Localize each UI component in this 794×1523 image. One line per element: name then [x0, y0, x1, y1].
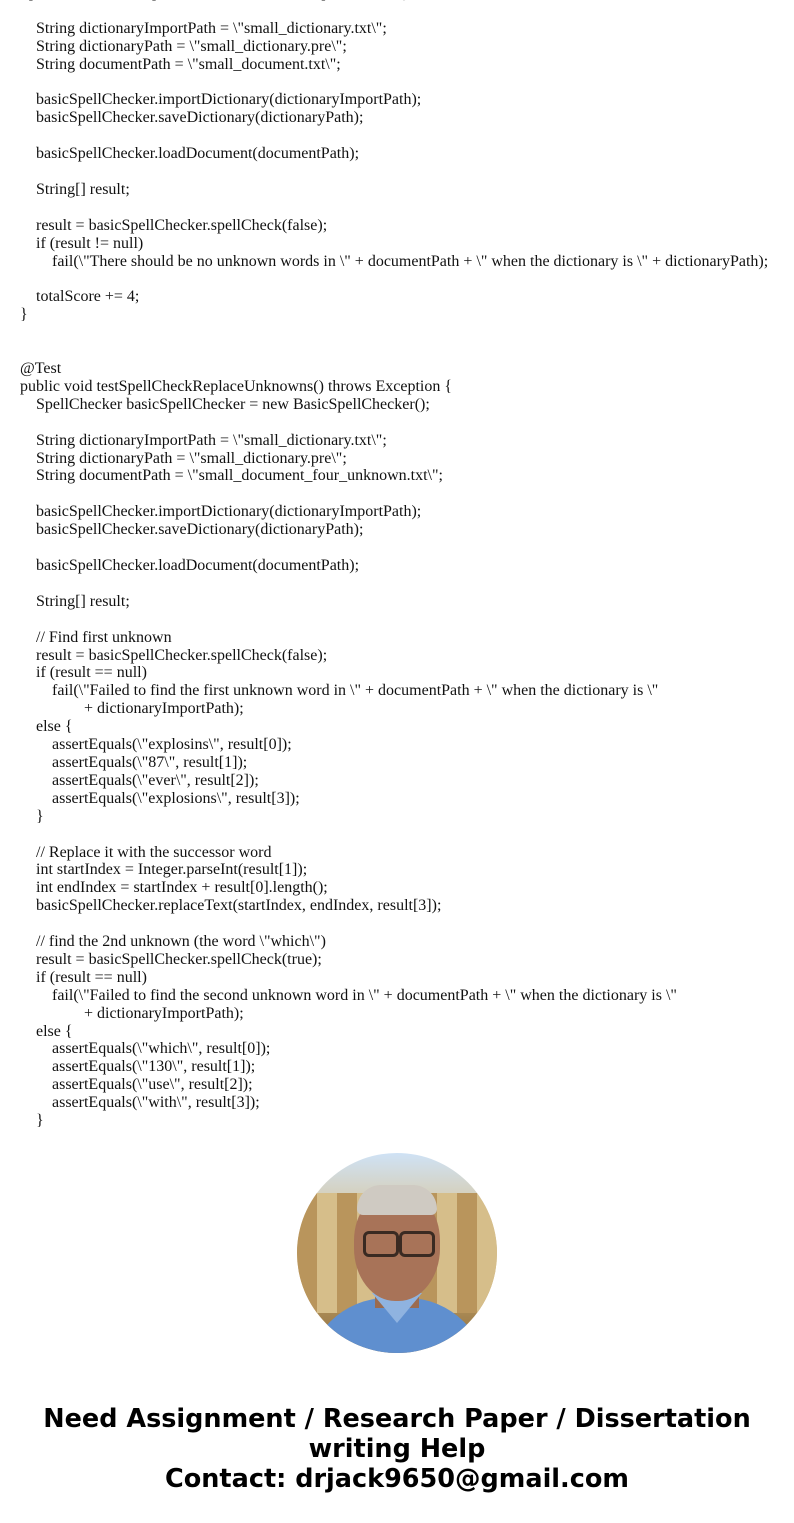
code-line: basicSpellChecker.replaceText(startIndex, endIndex, result[3]); [20, 897, 442, 915]
code-line: result = basicSpellChecker.spellCheck(false); [20, 216, 328, 234]
code-line: String[] result; [20, 180, 130, 198]
code-block [20, 0, 768, 1130]
code-line: String[] result; [20, 592, 130, 610]
code-line [20, 611, 768, 629]
code-line: String documentPath = \"small_document_four_unknown.txt\"; [20, 467, 443, 485]
banner-line-2: writing Help [308, 1434, 486, 1464]
code-line: assertEquals(\"use\", result[2]); [20, 1076, 253, 1094]
code-line [20, 74, 768, 92]
code-line [20, 826, 768, 844]
code-line [20, 342, 768, 360]
code-line: String dictionaryImportPath = \"small_dictionary.txt\"; [20, 19, 387, 37]
code-line [20, 324, 768, 342]
code-line: } [20, 1112, 44, 1130]
code-line: // Replace it with the successor word [20, 843, 272, 861]
code-line: basicSpellChecker.loadDocument(documentPath); [20, 145, 360, 163]
code-line: fail(\"Failed to find the first unknown word in \" + documentPath + \" when the dictionary is \" [20, 682, 659, 700]
code-line: String dictionaryImportPath = \"small_dictionary.txt\"; [20, 431, 387, 449]
code-line: // find the 2nd unknown (the word \"which\") [20, 933, 326, 951]
code-line: + dictionaryImportPath); [20, 700, 244, 718]
code-line: basicSpellChecker.importDictionary(dictionaryImportPath); [20, 91, 422, 109]
code-line: assertEquals(\"explosins\", result[0]); [20, 736, 292, 754]
code-line: basicSpellChecker.loadDocument(documentPath); [20, 557, 360, 574]
code-line: int endIndex = startIndex + result[0].length(); [20, 879, 328, 897]
code-line [20, 127, 768, 145]
code-line: basicSpellChecker.importDictionary(dictionaryImportPath); [20, 503, 422, 521]
code-line [20, 915, 768, 933]
code-line [20, 271, 768, 289]
hair [357, 1185, 437, 1215]
code-line: if (result == null) [20, 968, 147, 986]
code-line: assertEquals(\"with\", result[3]); [20, 1094, 260, 1112]
code-line [20, 539, 768, 557]
code-line [20, 199, 768, 217]
code-line: result = basicSpellChecker.spellCheck(false); [20, 646, 328, 664]
code-line: // Find first unknown [20, 628, 172, 646]
code-line: assertEquals(\"130\", result[1]); [20, 1058, 256, 1076]
code-line: + dictionaryImportPath); [20, 1004, 244, 1022]
code-line: basicSpellChecker.saveDictionary(dictionaryPath); [20, 109, 364, 127]
author-avatar [297, 1153, 497, 1353]
code-line: else { [20, 1022, 73, 1040]
code-line: assertEquals(\"which\", result[0]); [20, 1040, 271, 1058]
code-line: String dictionaryPath = \"small_dictionary.pre\"; [20, 449, 347, 467]
code-line: int startIndex = Integer.parseInt(result[1]); [20, 861, 308, 879]
code-line: } [20, 306, 28, 324]
contact-banner [0, 1404, 794, 1494]
code-line [20, 485, 768, 503]
code-line [20, 414, 768, 432]
code-line [20, 2, 768, 20]
code-line: @Test [20, 360, 62, 378]
code-line: if (result == null) [20, 664, 147, 682]
code-line [20, 163, 768, 181]
banner-line-1: Need Assignment / Research Paper / Dissertation [43, 1404, 751, 1434]
banner-line-3: Contact: drjack9650@gmail.com [165, 1464, 629, 1494]
code-line: if (result != null) [20, 234, 144, 252]
code-line: result = basicSpellChecker.spellCheck(true); [20, 950, 322, 968]
code-line: SpellChecker basicSpellChecker = new BasicSpellChecker(); [20, 395, 430, 413]
code-line: public void testSpellCheckReplaceUnknowns() throws Exception { [20, 377, 453, 395]
code-line: fail(\"Failed to find the second unknown word in \" + documentPath + \" when the dictionary is \" [20, 986, 677, 1004]
code-line: assertEquals(\"ever\", result[2]); [20, 771, 259, 789]
code-line [20, 575, 768, 593]
code-line: totalScore += 4; [20, 288, 140, 306]
code-line: else { [20, 718, 73, 736]
code-line: basicSpellChecker.saveDictionary(dictionaryPath); [20, 521, 364, 539]
code-line: } [20, 807, 44, 825]
code-line: assertEquals(\"87\", result[1]); [20, 753, 248, 771]
glasses-left-lens [363, 1231, 399, 1257]
code-line: assertEquals(\"explosions\", result[3]); [20, 789, 300, 807]
code-line: fail(\"There should be no unknown words in \" + documentPath + \" when the dictionary is \" + dictionaryPath); [20, 252, 769, 270]
code-line: String dictionaryPath = \"small_dictionary.pre\"; [20, 37, 347, 55]
glasses-right-lens [399, 1231, 435, 1257]
code-line: String documentPath = \"small_document.txt\"; [20, 55, 341, 73]
